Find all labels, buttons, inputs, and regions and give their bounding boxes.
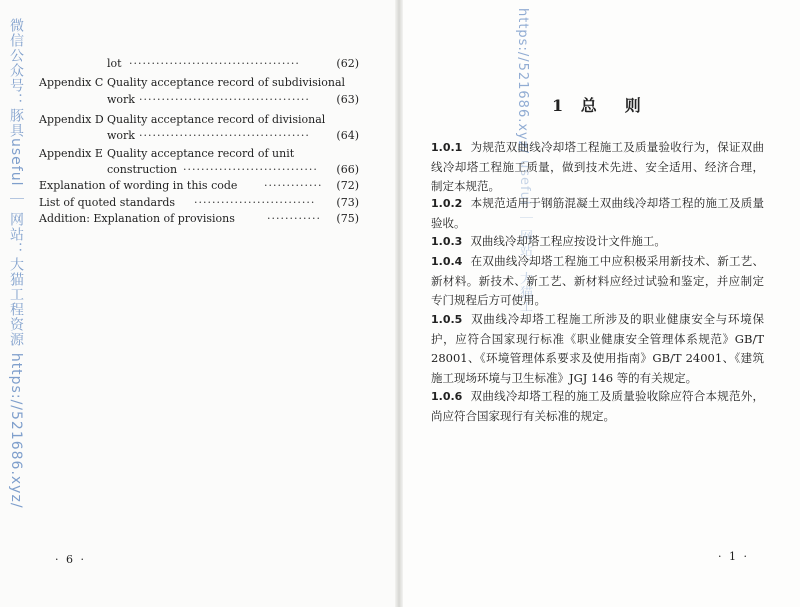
clause-number: 1.0.3 <box>431 235 463 248</box>
toc-leader-dots: ······································ <box>129 57 300 70</box>
toc-leader-dots: ············· <box>264 179 323 192</box>
toc-page: (73) <box>336 196 359 209</box>
clause-text: 为规范双曲线冷却塔工程施工及质量验收行为，保证双曲线冷却塔工程施工质量，做到技术先进、安全适用、经济合理，制定本规范。 <box>431 140 764 193</box>
clause-text: 双曲线冷却塔工程施工所涉及的职业健康安全与环境保护，应符合国家现行标准《职业健康安全管理体系规范》GB/T 28001、《环境管理体系要求及使用指南》GB/T 24001、《建筑施工现场环境与卫生标准》JGJ 146 等的有关规定。 <box>431 312 764 385</box>
clause-text: 双曲线冷却塔工程的施工及质量验收除应符合本规范外，尚应符合国家现行有关标准的规定。 <box>431 389 764 423</box>
toc-page: (64) <box>336 129 359 142</box>
clause-text: 双曲线冷却塔工程应按设计文件施工。 <box>470 234 666 248</box>
clause-paragraph <box>431 232 764 252</box>
clause-paragraph <box>431 310 764 388</box>
watermark-right-top: https://521686.xyz/ <box>515 8 530 154</box>
toc-label: Appendix D <box>39 113 104 126</box>
toc-title: Quality acceptance record of subdivisional <box>107 76 346 89</box>
toc-title: Quality acceptance record of unit <box>107 147 295 160</box>
clause-text: 本规范适用于钢筋混凝土双曲线冷却塔工程的施工及质量验收。 <box>431 196 764 230</box>
toc-page: (72) <box>336 179 359 192</box>
toc-page: (75) <box>336 212 359 225</box>
toc-title: work <box>107 93 135 106</box>
clause-text: 在双曲线冷却塔工程施工中应积极采用新技术、新工艺、新材料。新技术、新工艺、新材料应经过试验和鉴定，并应制定专门规程后方可使用。 <box>431 254 764 307</box>
toc-leader-dots: ······································ <box>139 129 310 142</box>
clause-paragraph <box>431 387 764 426</box>
toc-label: Appendix E <box>39 147 103 160</box>
toc-leader-dots: ··························· <box>194 196 316 209</box>
clause-number: 1.0.5 <box>431 313 463 326</box>
watermark-right-mid: useful ｜ 网站：大猫工 <box>517 160 532 314</box>
toc-leader-dots: ······································ <box>139 93 310 106</box>
toc-title: work <box>107 129 135 142</box>
toc-page: (63) <box>336 93 359 106</box>
clause-paragraph <box>431 194 764 233</box>
clause-paragraph <box>431 252 764 311</box>
toc-leader-dots: ······························ <box>183 163 318 176</box>
toc-title: construction <box>107 163 178 176</box>
clause-number: 1.0.2 <box>431 197 463 210</box>
left-page-number: · 6 · <box>55 553 86 566</box>
page-gutter <box>395 0 403 607</box>
toc-page: (62) <box>336 57 359 70</box>
toc-label: Appendix C <box>39 76 104 89</box>
watermark-left: 微信公众号：豚具useful ｜ 网站：大猫工程资源 https://521686.xyz/ <box>8 18 24 509</box>
clause-paragraph <box>431 138 764 197</box>
toc-label: Explanation of wording in this code <box>39 179 238 192</box>
right-page-number: · 1 · <box>718 550 749 563</box>
toc-label: Addition: Explanation of provisions <box>39 212 235 225</box>
chapter-heading: 1 总 则 <box>552 96 647 115</box>
clause-number: 1.0.1 <box>431 141 463 154</box>
toc-label: List of quoted standards <box>39 196 176 209</box>
toc-page: (66) <box>336 163 359 176</box>
toc-title: lot <box>107 57 122 70</box>
clause-number: 1.0.4 <box>431 255 463 268</box>
clause-number: 1.0.6 <box>431 390 463 403</box>
toc-leader-dots: ············ <box>267 212 321 225</box>
toc-title: Quality acceptance record of divisional <box>107 113 326 126</box>
